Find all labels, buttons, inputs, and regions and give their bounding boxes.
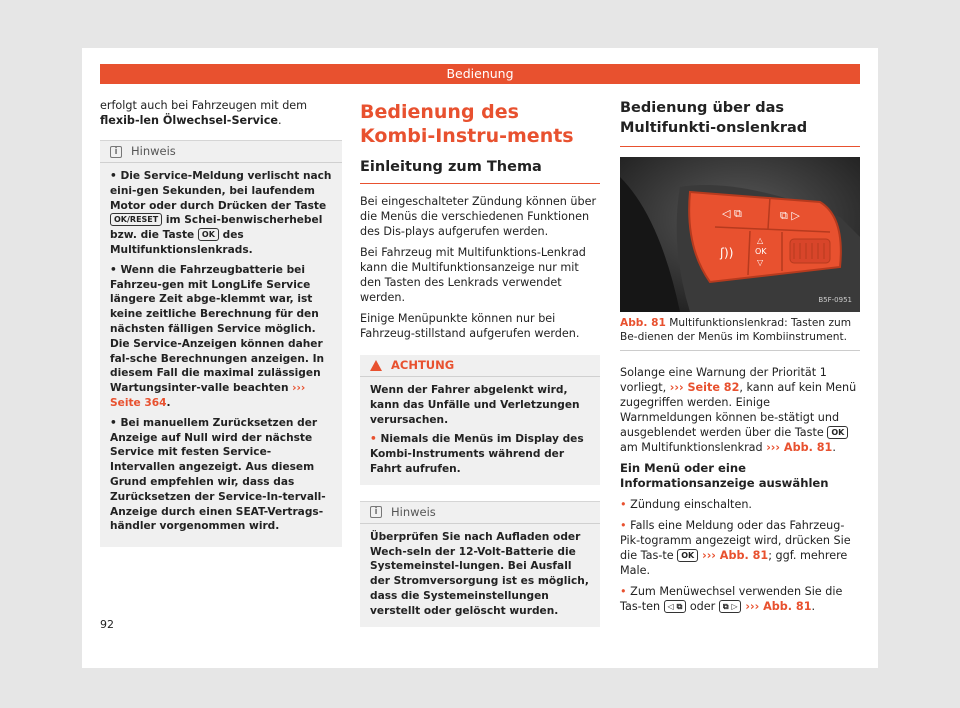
figure-link[interactable]: ››› Abb. 81 (741, 600, 812, 613)
intro-text: erfolgt auch bei Fahrzeugen mit dem (100, 99, 308, 112)
text: . (811, 600, 816, 613)
svg-text:▽: ▽ (757, 258, 764, 267)
note-item-text: Bei manuellem Zurücksetzen der Anzeige auf Null wird der nächste Service mit festen Service-Intervallen angezeigt. Aus diesem Grund empfehlen wir, dass das Zurücksetzen der Service-In-tervall-Anzeige durch einen SEAT-Vertrags-händler vorgenommen wird. (110, 416, 326, 533)
section-header-band (100, 64, 860, 84)
paragraph: Bei Fahrzeug mit Multifunktions-Lenkrad kann die Multifunktionsanzeige nur mit den Tasten des Lenkrads verwendet werden. (360, 246, 586, 304)
text: Zum Menüwechsel verwenden Sie die Tas-ten (620, 585, 843, 613)
note-header (100, 141, 342, 163)
info-icon: i (110, 146, 122, 158)
intro-bold-text: flexib-len Ölwechsel-Service (100, 114, 278, 127)
figure-link[interactable]: ››› Abb. 81 (698, 549, 769, 562)
note-item (110, 263, 332, 411)
menu-forward-key-icon: ⧉ ▷ (719, 600, 742, 613)
ok-key-icon: OK (677, 549, 698, 562)
warning-body (360, 377, 600, 485)
text: Falls eine Meldung oder das Fahrzeug-Pik-togramm angezeigt wird, drücken Sie die Tas-te (620, 519, 851, 562)
chapter-title: Bedienung des Kombi-Instru-ments (360, 101, 574, 147)
note-title: Hinweis (131, 144, 176, 158)
section-header-title: Bedienung (446, 66, 514, 81)
list-item (620, 518, 860, 578)
note-item-text: Wenn die Fahrzeugbatterie bei Fahrzeu-gen mit LongLife Service längere Zeit abge-klemmt war, ist keine zeitliche Berechnung für den nächsten fälligen Service möglich. Die Service-Anzeigen können daher fal-sche Berechnungen anzeigen. In diesem Fall die maximal zulässigen Wartungsinter-valle beachten (110, 263, 325, 395)
bullet-icon: • (370, 433, 381, 446)
warning-item-text: Niemals die Menüs im Display des Kombi-Instruments während der Fahrt aufrufen. (370, 433, 584, 475)
note-item-text: im Schei-benwischerhebel bzw. die Taste (110, 214, 323, 242)
warning-triangle-icon (370, 360, 382, 371)
ok-key-icon: OK (198, 228, 219, 241)
text: oder (686, 600, 719, 613)
warning-item (370, 432, 590, 476)
note-box-2 (360, 501, 600, 627)
text: Zündung einschalten. (630, 498, 752, 511)
chapter-subtitle: Einleitung zum Thema (360, 160, 600, 184)
figure-link[interactable]: ››› Abb. 81 (766, 441, 833, 454)
caption-text: Multifunktionslenkrad: Tasten zum Be-dienen der Menüs im Kombiinstrument. (620, 317, 852, 343)
bullet-icon: • (110, 170, 121, 182)
figure-code: B5F-0951 (818, 296, 852, 304)
list-item (620, 584, 860, 614)
bullet-icon: • (620, 519, 631, 532)
info-icon: i (370, 506, 382, 518)
svg-text:OK: OK (755, 247, 767, 256)
column-2 (360, 98, 600, 627)
section-title: Bedienung über das Multifunkti-onslenkrad (620, 98, 860, 147)
svg-text:◁ ⧉: ◁ ⧉ (722, 207, 742, 220)
bullet-icon: • (620, 498, 631, 511)
note-body (100, 163, 342, 547)
subheading: Ein Menü oder eine Informationsanzeige auswählen (620, 461, 829, 490)
warning-text: Wenn der Fahrer abgelenkt wird, kann das Unfälle und Verletzungen verursachen. (370, 384, 580, 426)
paragraph (620, 365, 860, 455)
note-box (100, 140, 342, 547)
text: ; ggf. mehrere Male. (620, 549, 848, 577)
svg-text:ʃ)): ʃ)) (720, 246, 734, 260)
text: am Multifunktionslenkrad (620, 441, 767, 454)
list-item (620, 497, 860, 512)
text: , kann auf kein Menü zugegriffen werden. Einige Warnmeldungen können be-stätigt und ausgeblendet werden über die Taste (620, 381, 857, 439)
paragraph: Bei eingeschalteter Zündung können über die Menüs die verschiedenen Funktionen des Dis-plays aufgerufen werden. (360, 195, 597, 238)
figure-caption (620, 312, 860, 351)
steering-wheel-illustration (620, 157, 860, 312)
bullet-icon: • (620, 585, 631, 598)
note-item-text: Die Service-Meldung verlischt nach eini-gen Sekunden, bei laufendem Motor oder durch Drücken der Taste (110, 170, 332, 212)
warning-box (360, 355, 600, 485)
svg-text:⧉ ▷: ⧉ ▷ (780, 209, 800, 222)
note-item (110, 416, 332, 534)
column-3 (620, 98, 860, 620)
column-1 (100, 98, 342, 547)
warning-header (360, 355, 600, 377)
text: Solange eine Warnung der Priorität 1 vorliegt, (620, 366, 827, 394)
page-link[interactable]: ››› Seite 82 (669, 381, 740, 394)
note-title: Hinweis (391, 504, 436, 519)
caption-label: Abb. 81 (620, 317, 666, 329)
note-item-text: des Multifunktionslenkrads. (110, 229, 253, 256)
intro-end: . (277, 114, 282, 127)
menu-back-key-icon: ◁ ⧉ (664, 600, 687, 613)
ok-reset-key-icon: OK/RESET (110, 213, 162, 226)
paragraph: Einige Menüpunkte können nur bei Fahrzeug-stillstand aufgerufen werden. (360, 312, 580, 340)
ok-key-icon: OK (827, 426, 848, 439)
note-body: Überprüfen Sie nach Aufladen oder Wech-seln der 12-Volt-Batterie die Systemeinstel-lungen. Bei Ausfall der Stromversorgung ist es möglich, dass die Systemeinstellungen verstellt oder gelöscht wurden. (370, 530, 589, 617)
warning-title: ACHTUNG (391, 358, 455, 372)
svg-text:△: △ (757, 236, 764, 245)
bullet-icon: • (110, 416, 121, 429)
intro-paragraph (100, 98, 342, 128)
bullet-icon: • (110, 263, 121, 276)
note-item (110, 169, 332, 258)
note-item-text: . (166, 396, 171, 409)
steering-wheel-figure (620, 157, 860, 312)
text: . (832, 441, 836, 454)
page-number: 92 (100, 618, 114, 631)
note-header (360, 502, 600, 524)
page-link[interactable]: ››› Seite 364 (110, 382, 306, 409)
